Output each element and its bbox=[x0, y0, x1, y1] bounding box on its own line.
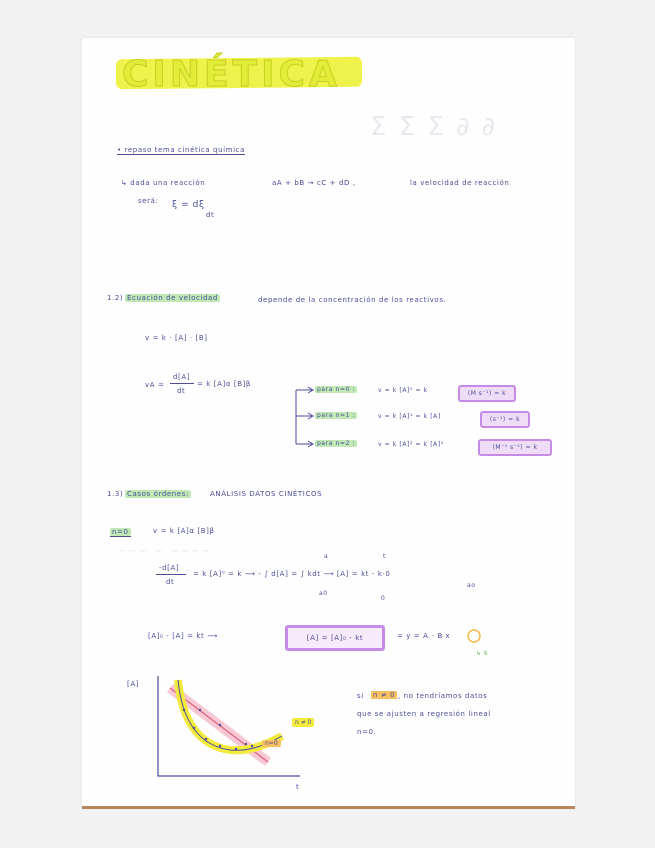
tag-n-not-zero: n ≠ 0 bbox=[292, 718, 314, 727]
slope-note: ↳ k bbox=[476, 650, 489, 657]
rate-law-general: v = k [A]α [B]β bbox=[153, 527, 215, 535]
rate-vA-rhs: = k [A]α [B]β bbox=[197, 380, 251, 388]
case-equation-n1: v = k [A]¹ = k [A] bbox=[378, 413, 441, 420]
note-text: si bbox=[357, 692, 364, 700]
fraction-bar bbox=[170, 383, 194, 384]
slope-circle bbox=[467, 629, 481, 643]
concentration-time-graph bbox=[150, 672, 310, 784]
fraction-bar bbox=[156, 574, 186, 575]
case-equation-n2: v = k [A]² = k [A]² bbox=[378, 441, 444, 448]
graph-x-label: t bbox=[296, 783, 300, 791]
tag-n-zero: n=0 bbox=[262, 740, 281, 747]
section-heading: Ecuación de velocidad bbox=[127, 294, 218, 302]
rate-vA-denominator: dt bbox=[177, 387, 186, 395]
note-text: que se ajusten a regresión lineal bbox=[357, 710, 491, 718]
rate-definition: ξ = dξ bbox=[172, 200, 205, 210]
linear-form: = y = A - B x bbox=[397, 632, 451, 640]
reaction-equation: aA + bB → cC + dD , bbox=[272, 179, 356, 187]
bleed-through-mark: ~~~ ~ ~~~~ bbox=[118, 546, 212, 557]
intro-text: será: bbox=[138, 197, 159, 205]
case-label-n2: para n=2 : bbox=[317, 440, 356, 447]
note-text: n=0. bbox=[357, 728, 377, 736]
integral-lower-limit: a0 bbox=[319, 590, 328, 597]
bracket-subscript: ao bbox=[467, 582, 476, 589]
integral-upper-limit: a bbox=[324, 553, 329, 560]
graph-y-label: [A] bbox=[127, 680, 140, 688]
case-label-n0: para n=0 : bbox=[317, 386, 356, 393]
integral-lower-limit: 0 bbox=[381, 595, 386, 602]
note-highlight: n ≠ 0 bbox=[373, 691, 396, 699]
integral-upper-limit: t bbox=[383, 553, 386, 560]
title-text: CINÉTICA bbox=[122, 54, 341, 95]
page-title bbox=[116, 52, 362, 95]
order-tag-n0: n=0 bbox=[112, 528, 129, 536]
section-description: depende de la concentración de los reactivos. bbox=[258, 296, 447, 304]
rate-law: v = k · [A] · [B] bbox=[145, 334, 208, 342]
integration-equation: = k [A]⁰ = k ⟶ - ∫ d[A] = ∫ kdt ⟶ [A] = kt - k·0 bbox=[193, 570, 391, 578]
bleed-through-mark: Σ Σ Σ ∂ ∂ bbox=[370, 112, 498, 142]
section-heading: Casos órdenes: bbox=[127, 490, 189, 498]
units-box-n2: (M⁻¹ s⁻¹) = k bbox=[478, 439, 552, 456]
rate-denominator: dt bbox=[206, 211, 215, 219]
rate-vA-lhs: vA = bbox=[145, 381, 165, 389]
rate-vA-numerator: d[A] bbox=[173, 373, 191, 381]
case-label-n1: para n=1 : bbox=[317, 412, 356, 419]
section-number: 1.3) bbox=[107, 490, 124, 498]
intro-text: ↳ dada una reacción bbox=[121, 179, 206, 187]
units-box-n1: (s⁻¹) = k bbox=[480, 411, 530, 428]
integration-denominator: dt bbox=[166, 578, 175, 586]
page-bottom-edge bbox=[82, 806, 575, 809]
integrated-law: [A]₀ - [A] = kt ⟶ bbox=[148, 632, 218, 640]
intro-text: la velocidad de reacción bbox=[410, 179, 510, 187]
note-text: , no tendríamos datos bbox=[398, 692, 488, 700]
section-number: 1.2) bbox=[107, 294, 124, 302]
integration-numerator: -d[A] bbox=[159, 564, 180, 572]
intro-heading: • repaso tema cinética química bbox=[117, 146, 245, 154]
case-bracket bbox=[294, 386, 316, 452]
units-box-n0: (M s⁻¹) = k bbox=[458, 385, 516, 402]
integrated-law-box: [A] = [A]₀ - kt bbox=[285, 625, 385, 651]
case-equation-n0: v = k [A]⁰ = k bbox=[378, 387, 428, 394]
section-description: ANÁLISIS DATOS CINÉTICOS bbox=[210, 490, 323, 498]
